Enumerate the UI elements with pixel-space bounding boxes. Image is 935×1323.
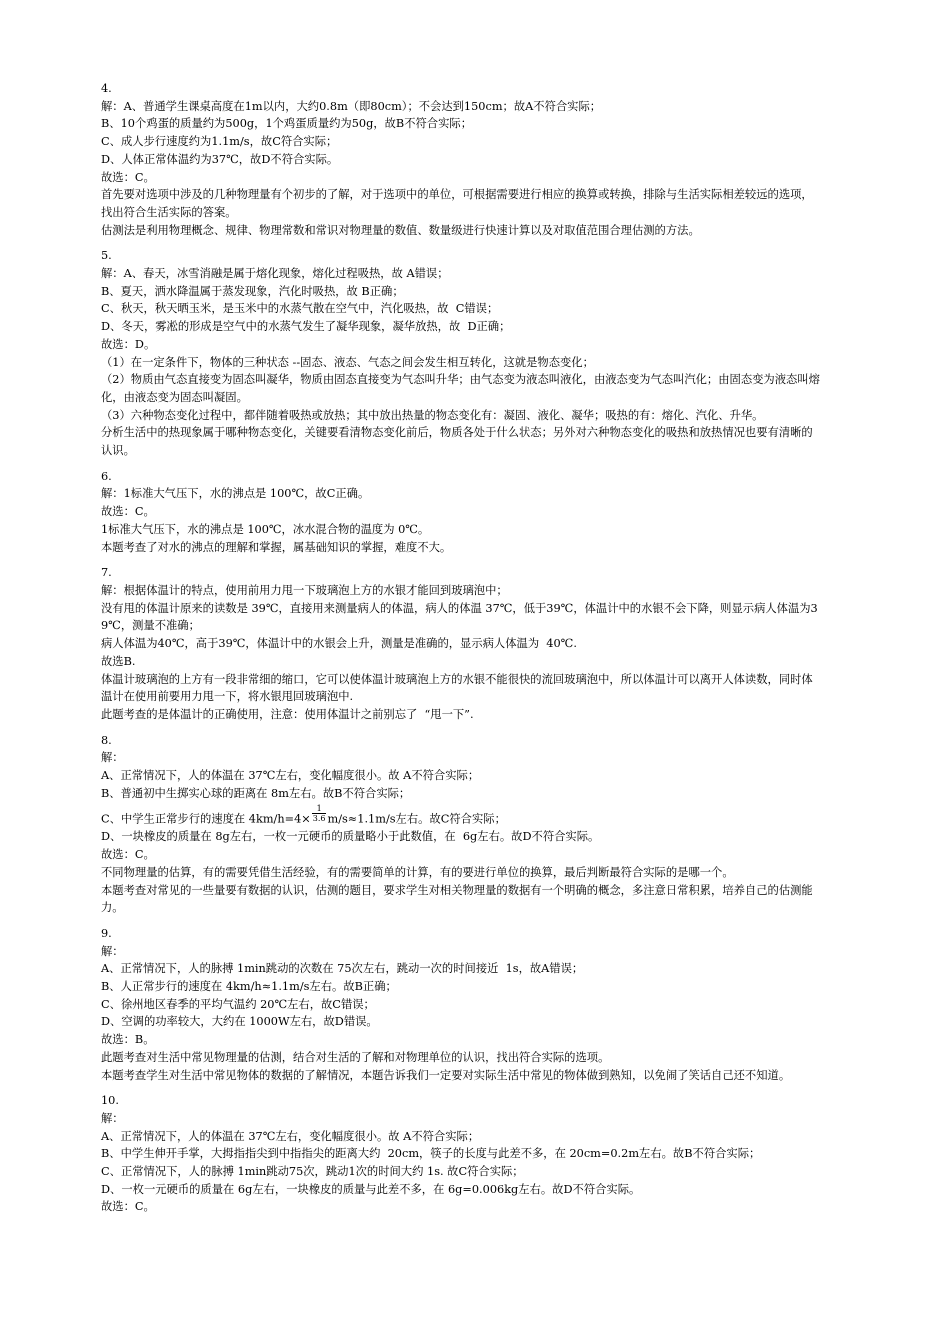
answer-line: D、冬天，雾凇的形成是空气中的水蒸气发生了凝华现象，凝华放热，故 D正确； — [101, 320, 511, 334]
answer-line: 1标准大气压下，水的沸点是 100℃，冰水混合物的温度为 0℃。 — [101, 522, 430, 536]
answer-line: 故选：C。 — [101, 848, 155, 862]
answer-line: 分析生活中的热现象属于哪种物态变化，关键要看清物态变化前后，物质各处于什么状态；另外对六种物态变化的吸热和放热情况也要有清晰的认识。 — [101, 426, 813, 458]
answer-line: 解： — [101, 751, 124, 765]
answer-line: （1）在一定条件下，物体的三种状态 --固态、液态、气态之间会发生相互转化，这就是物态变化； — [101, 355, 594, 369]
answer-line: 故选：D。 — [101, 337, 156, 351]
question-number: 8. — [101, 733, 112, 747]
answer-line: 估测法是利用物理概念、规律、物理常数和常识对物理量的数值、数量级进行快速计算以及对取值范围合理估测的方法。 — [101, 223, 700, 237]
answer-line: 此题考查的是体温计的正确使用，注意：使用体温计之前别忘了 “甩一下”. — [101, 707, 474, 721]
answer-line: 解：A、普通学生课桌高度在1m以内，大约0.8m（即80cm）；不会达到150cm；故A不符合实际； — [101, 99, 602, 113]
answer-line: 本题考查了对水的沸点的理解和掌握，属基础知识的掌握，难度不大。 — [101, 540, 452, 554]
question-block — [101, 732, 823, 917]
answer-line-with-fraction — [101, 802, 823, 828]
answer-line: 解：A、春天，冰雪消融是属于熔化现象，熔化过程吸热，故 A错误； — [101, 267, 449, 281]
fraction-line-after: m/s≈1.1m/s左右。故C符合实际； — [327, 812, 506, 826]
question-number: 9. — [101, 926, 112, 940]
answer-line: A、正常情况下，人的体温在 37℃左右，变化幅度很小。故 A不符合实际； — [101, 1129, 480, 1143]
answer-line: A、正常情况下，人的体温在 37℃左右，变化幅度很小。故 A不符合实际； — [101, 769, 480, 783]
fraction-denominator: 3.6 — [312, 814, 326, 824]
fraction-numerator: 1 — [312, 804, 327, 814]
answer-line: 故选：C。 — [101, 170, 155, 184]
answer-line: 解： — [101, 944, 124, 958]
answer-line: C、徐州地区春季的平均气温约 20℃左右，故C错误； — [101, 997, 375, 1011]
answer-document — [101, 80, 823, 1216]
answer-line: （3）六种物态变化过程中，都伴随着吸热或放热；其中放出热量的物态变化有：凝固、液化、凝华；吸热的有：熔化、汽化、升华。 — [101, 408, 764, 422]
fraction — [312, 804, 327, 823]
question-number: 7. — [101, 566, 112, 580]
question-block — [101, 80, 823, 239]
answer-line: 本题考查对常见的一些量要有数据的认识，估测的题目，要求学生对相关物理量的数据有一个明确的概念，多注意日常积累，培养自己的估测能力。 — [101, 883, 813, 915]
answer-line: 没有甩的体温计原来的读数是 39℃，直接用来测量病人的体温，病人的体温 37℃，低于39℃，体温计中的水银不会下降，则显示病人体温为39℃，测量不准确； — [101, 601, 818, 633]
answer-line: 故选：B。 — [101, 1033, 155, 1047]
answer-line: C、秋天，秋天晒玉米，是玉米中的水蒸气散在空气中，汽化吸热，故 C错误； — [101, 302, 499, 316]
answer-line: B、人正常步行的速度在 4km/h≈1.1m/s左右。故B正确； — [101, 980, 397, 994]
question-number: 5. — [101, 249, 112, 263]
answer-line: D、一枚一元硬币的质量在 6g左右，一块橡皮的质量与此差不多，在 6g=0.006kg左右。故D不符合实际。 — [101, 1182, 641, 1196]
answer-line: D、一块橡皮的质量在 8g左右，一枚一元硬币的质量略小于此数值，在 6g左右。故D不符合实际。 — [101, 830, 600, 844]
answer-line: 首先要对选项中涉及的几种物理量有个初步的了解，对于选项中的单位，可根据需要进行相应的换算或转换，排除与生活实际相差较远的选项，找出符合生活实际的答案。 — [101, 188, 813, 219]
fraction-line-before: C、中学生正常步行的速度在 4km/h=4× — [101, 812, 311, 826]
answer-line: B、中学生伸开手掌，大拇指指尖到中指指尖的距离大约 20cm，筷子的长度与此差不多，在 20cm=0.2m左右。故B不符合实际； — [101, 1147, 761, 1161]
answer-line: 体温计玻璃泡的上方有一段非常细的缩口，它可以使体温计玻璃泡上方的水银不能很快的流回玻璃泡中，所以体温计可以离开人体读数，同时体温计在使用前要用力甩一下，将水银甩回玻璃泡中. — [101, 672, 813, 704]
question-block — [101, 925, 823, 1084]
question-number: 10. — [101, 1094, 119, 1108]
question-block — [101, 564, 823, 723]
answer-line: B、10个鸡蛋的质量约为500g，1个鸡蛋质量约为50g，故B不符合实际； — [101, 117, 472, 131]
answer-line: 不同物理量的估算，有的需要凭借生活经验，有的需要简单的计算，有的要进行单位的换算，最后判断最符合实际的是哪一个。 — [101, 865, 734, 879]
question-block — [101, 1092, 823, 1216]
answer-line: 此题考查对生活中常见物理量的估测，结合对生活的了解和对物理单位的认识，找出符合实际的选项。 — [101, 1050, 610, 1064]
answer-line: 病人体温为40℃，高于39℃，体温计中的水银会上升，测量是准确的，显示病人体温为 40℃. — [101, 637, 577, 651]
answer-line: B、夏天，洒水降温属于蒸发现象，汽化时吸热，故 B正确； — [101, 284, 404, 298]
answer-line: C、成人步行速度约为1.1m/s，故C符合实际； — [101, 135, 338, 149]
answer-line: C、正常情况下，人的脉搏 1min跳动75次，跳动1次的时间大约 1s. 故C符合实际； — [101, 1165, 524, 1179]
question-number: 4. — [101, 82, 112, 95]
answer-line: 故选B. — [101, 654, 136, 668]
answer-line: D、空调的功率较大，大约在 1000W左右，故D错误。 — [101, 1015, 378, 1029]
answer-line: B、普通初中生掷实心球的距离在 8m左右。故B不符合实际； — [101, 786, 411, 800]
question-block — [101, 247, 823, 459]
answer-line: （2）物质由气态直接变为固态叫凝华，物质由固态直接变为气态叫升华；由气态变为液态叫液化，由液态变为气态叫汽化；由固态变为液态叫熔化，由液态变为固态叫凝固。 — [101, 373, 820, 404]
question-number: 6. — [101, 469, 112, 483]
answer-line: 解：根据体温计的特点，使用前用力甩一下玻璃泡上方的水银才能回到玻璃泡中； — [101, 583, 508, 597]
answer-line: A、正常情况下，人的脉搏 1min跳动的次数在 75次左右，跳动一次的时间接近 1s，故A错误； — [101, 962, 584, 976]
answer-line: 解： — [101, 1111, 124, 1125]
answer-line: 故选：C。 — [101, 505, 155, 519]
answer-line: D、人体正常体温约为37℃，故D不符合实际。 — [101, 152, 339, 166]
question-block — [101, 468, 823, 557]
answer-line: 本题考查学生对生活中常见物体的数据的了解情况，本题告诉我们一定要对实际生活中常见的物体做到熟知，以免闹了笑话自己还不知道。 — [101, 1068, 791, 1082]
answer-line: 解：1标准大气压下，水的沸点是 100℃，故C正确。 — [101, 487, 370, 501]
answer-line: 故选：C。 — [101, 1200, 155, 1214]
